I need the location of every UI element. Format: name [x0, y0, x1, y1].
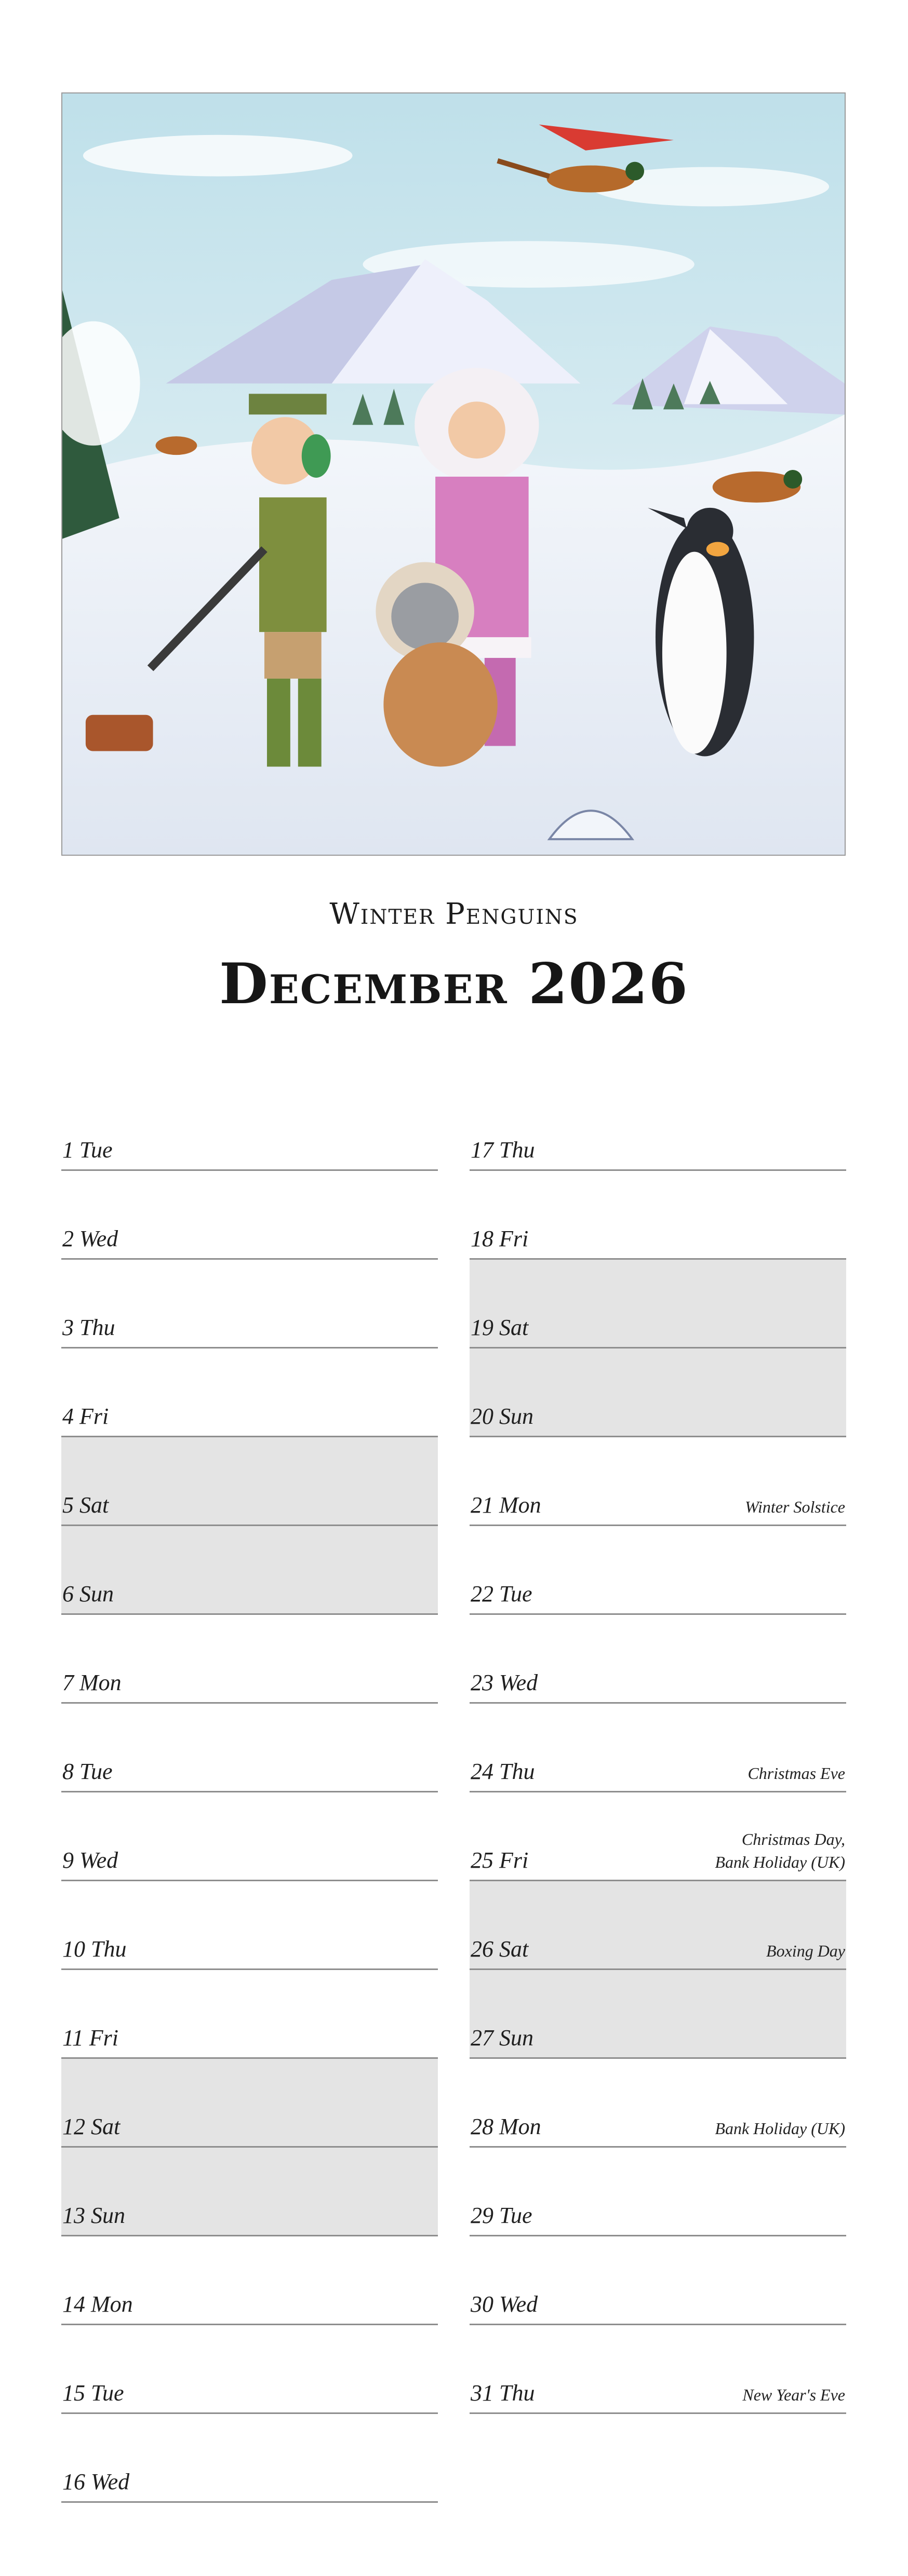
day-label: 28 Mon — [471, 2114, 541, 2139]
day-label: 5 Sat — [62, 1492, 109, 1518]
day-label: 30 Wed — [471, 2291, 538, 2317]
day-row[interactable] — [470, 2325, 846, 2414]
day-row[interactable] — [470, 1615, 846, 1704]
day-label: 27 Sun — [471, 2025, 533, 2051]
cover-illustration — [61, 92, 846, 856]
day-label: 17 Thu — [471, 1137, 535, 1163]
day-row[interactable] — [61, 1792, 438, 1881]
day-note: Christmas Eve — [747, 1764, 845, 1783]
day-row[interactable] — [61, 2148, 438, 2236]
days-column-right — [470, 1082, 846, 2414]
day-label: 10 Thu — [62, 1936, 127, 1962]
days-column-left — [61, 1082, 438, 2503]
day-row[interactable] — [470, 1437, 846, 1526]
day-row[interactable] — [470, 1970, 846, 2059]
day-row[interactable] — [470, 2059, 846, 2148]
day-label: 20 Sun — [471, 1404, 533, 1429]
day-label: 8 Tue — [62, 1759, 113, 1784]
day-row[interactable] — [61, 2325, 438, 2414]
day-row[interactable] — [470, 1526, 846, 1615]
day-label: 4 Fri — [62, 1404, 109, 1429]
day-row[interactable] — [61, 1437, 438, 1526]
day-row[interactable] — [61, 1970, 438, 2059]
winter-cartoon-image — [62, 93, 845, 855]
day-note: Christmas Day, Bank Holiday (UK) — [715, 1830, 845, 1871]
day-label: 19 Sat — [471, 1315, 529, 1340]
day-note: Boxing Day — [766, 1941, 845, 1960]
day-row[interactable] — [470, 1881, 846, 1970]
day-label: 12 Sat — [62, 2114, 121, 2139]
day-row[interactable] — [470, 1792, 846, 1881]
day-note: Bank Holiday (UK) — [715, 2119, 845, 2138]
day-label: 1 Tue — [62, 1137, 113, 1163]
day-label: 3 Thu — [62, 1315, 115, 1340]
day-row[interactable] — [61, 2059, 438, 2148]
day-label: 13 Sun — [62, 2203, 125, 2228]
day-row[interactable] — [61, 1348, 438, 1437]
day-row[interactable] — [61, 2414, 438, 2503]
day-label: 31 Thu — [471, 2380, 535, 2406]
day-row[interactable] — [470, 2148, 846, 2236]
day-row[interactable] — [61, 1526, 438, 1615]
day-row[interactable] — [470, 1171, 846, 1260]
day-label: 6 Sun — [62, 1581, 114, 1607]
day-label: 16 Wed — [62, 2469, 130, 2494]
day-label: 9 Wed — [62, 1847, 118, 1873]
day-label: 21 Mon — [471, 1492, 541, 1518]
day-label: 18 Fri — [471, 1226, 529, 1251]
day-label: 24 Thu — [471, 1759, 535, 1784]
day-row[interactable] — [470, 1348, 846, 1437]
calendar-month-title: December 2026 — [219, 951, 689, 1017]
day-label: 23 Wed — [471, 1670, 538, 1695]
day-row[interactable] — [61, 1615, 438, 1704]
calendar-subtitle: Winter Penguins — [329, 897, 579, 931]
day-row[interactable] — [470, 2236, 846, 2325]
day-row[interactable] — [61, 1082, 438, 1171]
day-label: 22 Tue — [471, 1581, 532, 1607]
day-row[interactable] — [470, 1260, 846, 1348]
day-label: 11 Fri — [62, 2025, 118, 2051]
day-label: 14 Mon — [62, 2291, 133, 2317]
day-label: 2 Wed — [62, 1226, 118, 1251]
day-row[interactable] — [470, 1704, 846, 1792]
day-label: 15 Tue — [62, 2380, 124, 2406]
day-note: Winter Solstice — [745, 1498, 845, 1516]
day-row[interactable] — [61, 1881, 438, 1970]
day-label: 25 Fri — [471, 1847, 529, 1873]
day-row[interactable] — [61, 2236, 438, 2325]
day-label: 29 Tue — [471, 2203, 532, 2228]
day-row[interactable] — [61, 1260, 438, 1348]
day-row[interactable] — [61, 1171, 438, 1260]
day-label: 7 Mon — [62, 1670, 122, 1695]
day-row[interactable] — [470, 1082, 846, 1171]
day-row[interactable] — [61, 1704, 438, 1792]
day-label: 26 Sat — [471, 1936, 529, 1962]
day-note: New Year's Eve — [742, 2385, 845, 2404]
